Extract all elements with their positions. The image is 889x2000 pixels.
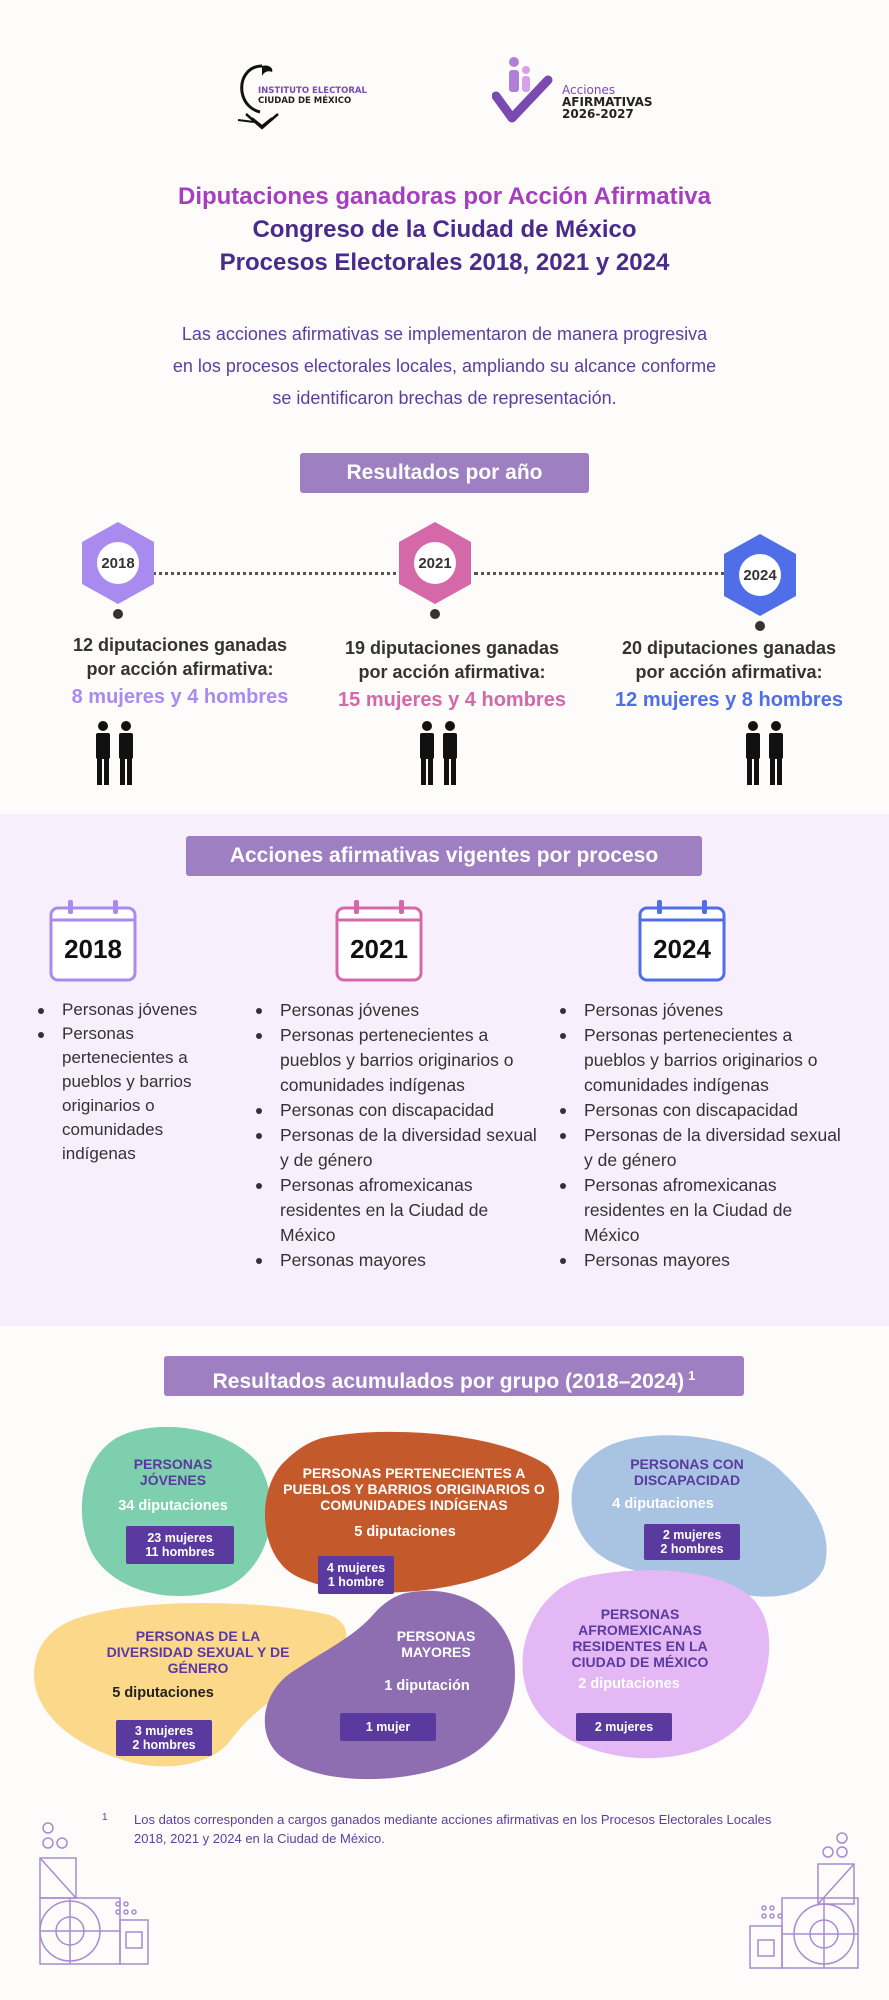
list-item: Personas afromexicanas residentes en la Ciudad de México (254, 1173, 544, 1248)
calendar-2024 (637, 898, 727, 984)
intro-line1: Las acciones afirmativas se implementaron de manera progresiva (181, 324, 708, 344)
calendar-2018 (48, 898, 138, 984)
hexagon-2018 (78, 520, 158, 606)
result-line3: 8 mujeres y 4 hombres (71, 686, 289, 708)
result-line1: 20 diputaciones ganadas (621, 638, 837, 658)
calendar-year: 2018 (64, 934, 122, 964)
footnote-mark: 1 (688, 1368, 696, 1383)
actions-heading: Acciones afirmativas vigentes por proceso (186, 836, 702, 876)
timeline-pin (113, 609, 123, 619)
result-line2: por acción afirmativa: (635, 662, 823, 682)
hex-year: 2021 (414, 542, 456, 584)
group-badge (126, 1526, 234, 1564)
hexagon-2021 (395, 520, 475, 606)
footnote-text: Los datos corresponden a cargos ganados mediante acciones afirmativas en los Procesos Electorales Locales 2018, 2021 y 2024 en la Ciudad de México. (134, 1812, 772, 1846)
footnote-number: 1 (102, 1812, 108, 1823)
result-line3: 12 mujeres y 8 hombres (615, 689, 843, 711)
people-icon (416, 720, 462, 786)
result-line1: 19 diputaciones ganadas (344, 638, 560, 658)
title-line1: Diputaciones ganadoras por Acción Afirmativa (177, 183, 711, 210)
list-item: Personas jóvenes (254, 998, 544, 1023)
footnote (102, 1810, 778, 1848)
decorative-shapes-left-icon (36, 1818, 156, 1968)
result-2018 (45, 633, 315, 711)
list-item: Personas pertenecientes a pueblos y barrios originarios o comunidades indígenas (558, 1023, 848, 1098)
intro-line2: en los procesos electorales locales, ampliando su alcance conforme (172, 356, 717, 376)
hexagon-2024 (720, 532, 800, 618)
group-badge (644, 1524, 740, 1560)
badge-women: 3 mujeres (134, 1724, 194, 1738)
list-item: Personas afromexicanas residentes en la Ciudad de México (558, 1173, 848, 1248)
group-title: PERSONAS CON DISCAPACIDAD (630, 1456, 744, 1488)
group-title: PERSONAS AFROMEXICANAS RESIDENTES EN LA CIUDAD DE MÉXICO (571, 1606, 709, 1670)
group-count: 5 diputaciones (354, 1524, 456, 1540)
actions-list-2024 (558, 998, 848, 1273)
group-badge (116, 1720, 212, 1756)
cumulative-heading (164, 1356, 744, 1396)
list-item: Personas con discapacidad (254, 1098, 544, 1123)
list-item: Personas pertenecientes a pueblos y barrios originarios o comunidades indígenas (254, 1023, 544, 1098)
group-count: 2 diputaciones (578, 1676, 680, 1692)
timeline-pin (755, 621, 765, 631)
badge-men: 1 hombre (327, 1575, 385, 1589)
actions-list-2021 (254, 998, 544, 1273)
page-title (0, 180, 889, 279)
list-item: Personas jóvenes (558, 998, 848, 1023)
group-title: PERSONAS JÓVENES (133, 1456, 213, 1488)
acciones-afirmativas-logo (492, 56, 672, 136)
title-line2: Congreso de la Ciudad de México (252, 216, 637, 243)
calendar-year: 2021 (350, 934, 408, 964)
result-line2: por acción afirmativa: (358, 662, 546, 682)
hex-year: 2024 (739, 554, 781, 596)
badge-men: 2 hombres (660, 1542, 724, 1556)
intro-line3: se identificaron brechas de representación. (272, 388, 617, 408)
result-line3: 15 mujeres y 4 hombres (338, 689, 566, 711)
list-item: Personas de la diversidad sexual y de género (254, 1123, 544, 1173)
result-line2: por acción afirmativa: (86, 659, 274, 679)
list-item: Personas de la diversidad sexual y de género (558, 1123, 848, 1173)
check-person-icon (492, 56, 558, 136)
cumulative-heading-text: Resultados acumulados por grupo (2018–2024) (212, 1370, 685, 1393)
list-item: Personas jóvenes (36, 998, 216, 1022)
group-badge (340, 1713, 436, 1741)
list-item: Personas mayores (254, 1248, 544, 1273)
list-item: Personas pertenecientes a pueblos y barrios originarios o comunidades indígenas (36, 1022, 216, 1166)
badge-women: 23 mujeres (147, 1531, 213, 1545)
timeline-line (474, 572, 762, 575)
hex-year: 2018 (97, 542, 139, 584)
group-count: 1 diputación (384, 1678, 470, 1694)
calendar-2021 (334, 898, 424, 984)
group-title: PERSONAS PERTENECIENTES A PUEBLOS Y BARRIOS ORIGINARIOS O COMUNIDADES INDÍGENAS (283, 1465, 545, 1513)
result-2021 (317, 636, 587, 714)
timeline-pin (430, 609, 440, 619)
calendar-year: 2024 (653, 934, 711, 964)
iecm-name-line2: CIUDAD DE MÉXICO (258, 96, 352, 106)
title-line3: Procesos Electorales 2018, 2021 y 2024 (219, 249, 670, 276)
group-title: PERSONAS DE LA DIVERSIDAD SEXUAL Y DE GÉNERO (106, 1628, 290, 1676)
badge-men: 2 hombres (132, 1738, 196, 1752)
people-icon (92, 720, 138, 786)
badge-women: 2 mujeres (594, 1720, 654, 1734)
badge-men: 11 hombres (145, 1545, 215, 1559)
result-line1: 12 diputaciones ganadas (72, 635, 288, 655)
list-item: Personas mayores (558, 1248, 848, 1273)
timeline-line (118, 572, 438, 575)
aa-line1: Acciones (562, 83, 616, 97)
group-badge (576, 1713, 672, 1741)
actions-list-2018 (36, 998, 216, 1166)
group-count: 4 diputaciones (612, 1496, 714, 1512)
iecm-logo (232, 58, 372, 136)
blob-indigenas (262, 1430, 564, 1598)
people-icon (742, 720, 788, 786)
decorative-shapes-right-icon (746, 1830, 866, 1980)
badge-women: 4 mujeres (326, 1561, 386, 1575)
list-item: Personas con discapacidad (558, 1098, 848, 1123)
group-count: 5 diputaciones (112, 1685, 214, 1701)
result-2024 (594, 636, 864, 714)
aa-line3: 2026-2027 (562, 107, 634, 121)
group-title: PERSONAS MAYORES (396, 1628, 476, 1660)
iecm-name-line1: INSTITUTO ELECTORAL (258, 86, 367, 96)
intro-paragraph (90, 318, 799, 414)
badge-women: 1 mujer (365, 1720, 411, 1734)
results-by-year-heading: Resultados por año (300, 453, 589, 493)
badge-women: 2 mujeres (662, 1528, 722, 1542)
aa-line2: AFIRMATIVAS (562, 95, 653, 109)
group-count: 34 diputaciones (118, 1498, 228, 1514)
